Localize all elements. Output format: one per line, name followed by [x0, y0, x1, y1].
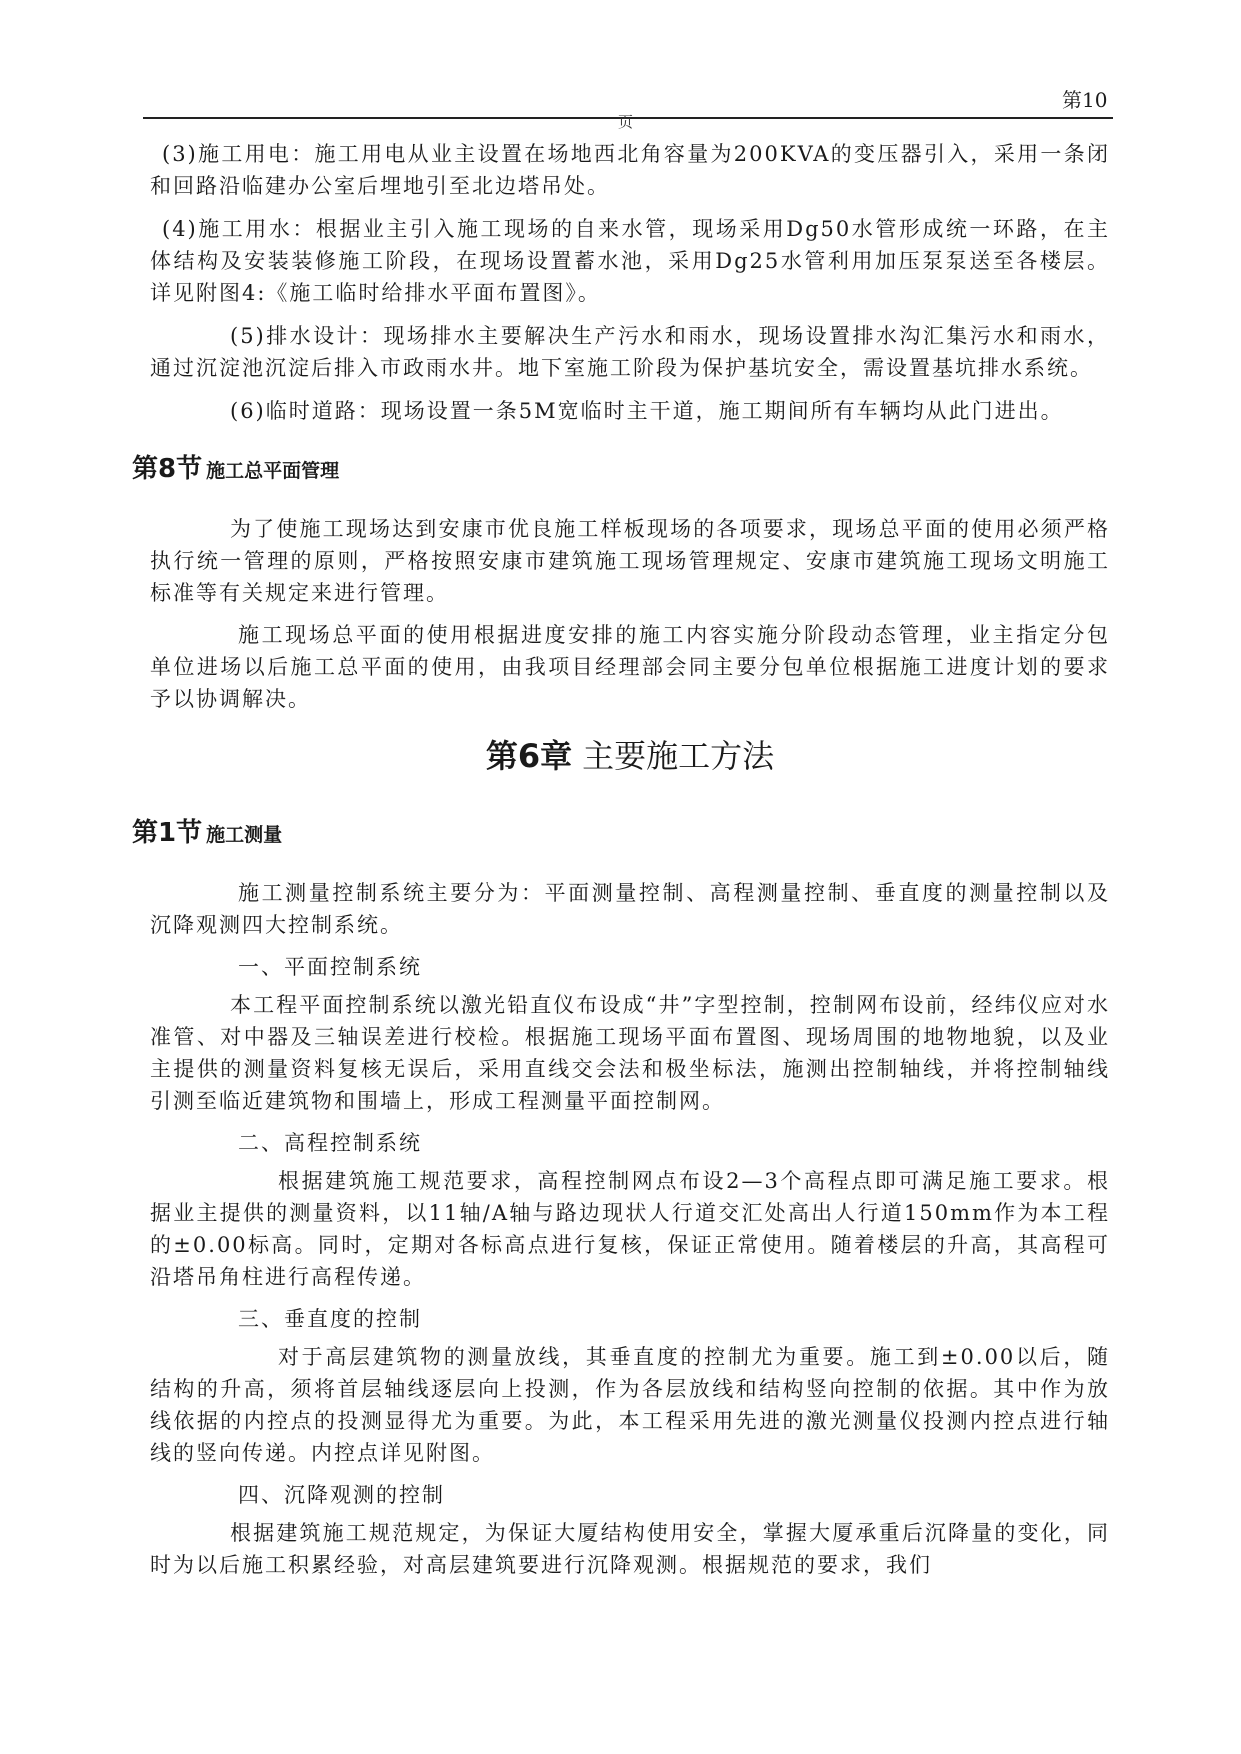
paragraph: 施工测量控制系统主要分为：平面测量控制、高程测量控制、垂直度的测量控制以及沉降观测四大控制系统。 — [150, 881, 1110, 937]
subsection-heading: 三、垂直度的控制 — [238, 1307, 422, 1331]
paragraph: (3)施工用电：施工用电从业主设置在场地西北角容量为200KVA的变压器引入，采用一条闭和回路沿临建办公室后埋地引至北边塔吊处。 — [150, 142, 1110, 198]
subsection-heading: 一、平面控制系统 — [238, 955, 422, 979]
paragraph: 本工程平面控制系统以激光铅直仪布设成“井”字型控制，控制网布设前，经纬仪应对水准管、对中器及三轴误差进行校检。根据施工现场平面布置图、现场周围的地物地貌，以及业主提供的测量资料复核无误后，采用直线交会法和极坐标法，施测出控制轴线，并将控制轴线引测至临近建筑物和围墙上，形成工程测量平面控制网。 — [150, 993, 1110, 1113]
paragraph: 施工现场总平面的使用根据进度安排的施工内容实施分阶段动态管理，业主指定分包单位进场以后施工总平面的使用，由我项目经理部会同主要分包单位根据施工进度计划的要求予以协调解决。 — [150, 623, 1110, 711]
chapter-number: 第6章 — [485, 737, 573, 775]
section-title: 施工总平面管理 — [206, 460, 340, 482]
section-number: 第8节 — [132, 454, 203, 484]
paragraph: (6)临时道路：现场设置一条5M宽临时主干道，施工期间所有车辆均从此门进出。 — [230, 399, 1064, 423]
paragraph: (4)施工用水：根据业主引入施工现场的自来水管，现场采用Dg50水管形成统一环路，在主体结构及安装装修施工阶段，在现场设置蓄水池，采用Dg25水管利用加压泵泵送至各楼层。详见附图4:《施工临时给排水平面布置图》。 — [150, 217, 1110, 305]
paragraph: 根据建筑施工规范要求，高程控制网点布设2—3个高程点即可满足施工要求。根据业主提供的测量资料，以11轴/A轴与路边现状人行道交汇处高出人行道150mm作为本工程的±0.00标高。同时，定期对各标高点进行复核，保证正常使用。随着楼层的升高，其高程可沿塔吊角柱进行高程传递。 — [150, 1169, 1110, 1289]
section-number: 第1节 — [132, 818, 203, 848]
section-heading — [132, 813, 1110, 855]
section-heading — [132, 449, 1110, 491]
paragraph: (5)排水设计：现场排水主要解决生产污水和雨水，现场设置排水沟汇集污水和雨水，通过沉淀池沉淀后排入市政雨水井。地下室施工阶段为保护基坑安全，需设置基坑排水系统。 — [150, 324, 1110, 380]
page-unit: 页 — [618, 113, 634, 131]
subsection-heading: 二、高程控制系统 — [238, 1131, 422, 1155]
paragraph: 根据建筑施工规范规定，为保证大厦结构使用安全，掌握大厦承重后沉降量的变化，同时为以后施工积累经验，对高层建筑要进行沉降观测。根据规范的要求，我们 — [150, 1521, 1110, 1577]
paragraph: 为了使施工现场达到安康市优良施工样板现场的各项要求，现场总平面的使用必须严格执行统一管理的原则，严格按照安康市建筑施工现场管理规定、安康市建筑施工现场文明施工标准等有关规定来进行管理。 — [150, 517, 1110, 605]
paragraph: 对于高层建筑物的测量放线，其垂直度的控制尤为重要。施工到±0.00以后，随结构的升高，须将首层轴线逐层向上投测，作为各层放线和结构竖向控制的依据。其中作为放线依据的内控点的投测显得尤为重要。为此，本工程采用先进的激光测量仪投测内控点进行轴线的竖向传递。内控点详见附图。 — [150, 1345, 1110, 1465]
section-title: 施工测量 — [206, 824, 283, 846]
chapter-title: 主要施工方法 — [582, 737, 775, 775]
chapter-heading — [150, 733, 1110, 779]
document-body — [132, 138, 1110, 1591]
subsection-heading: 四、沉降观测的控制 — [238, 1483, 445, 1507]
page-number: 第10 — [1062, 88, 1108, 112]
